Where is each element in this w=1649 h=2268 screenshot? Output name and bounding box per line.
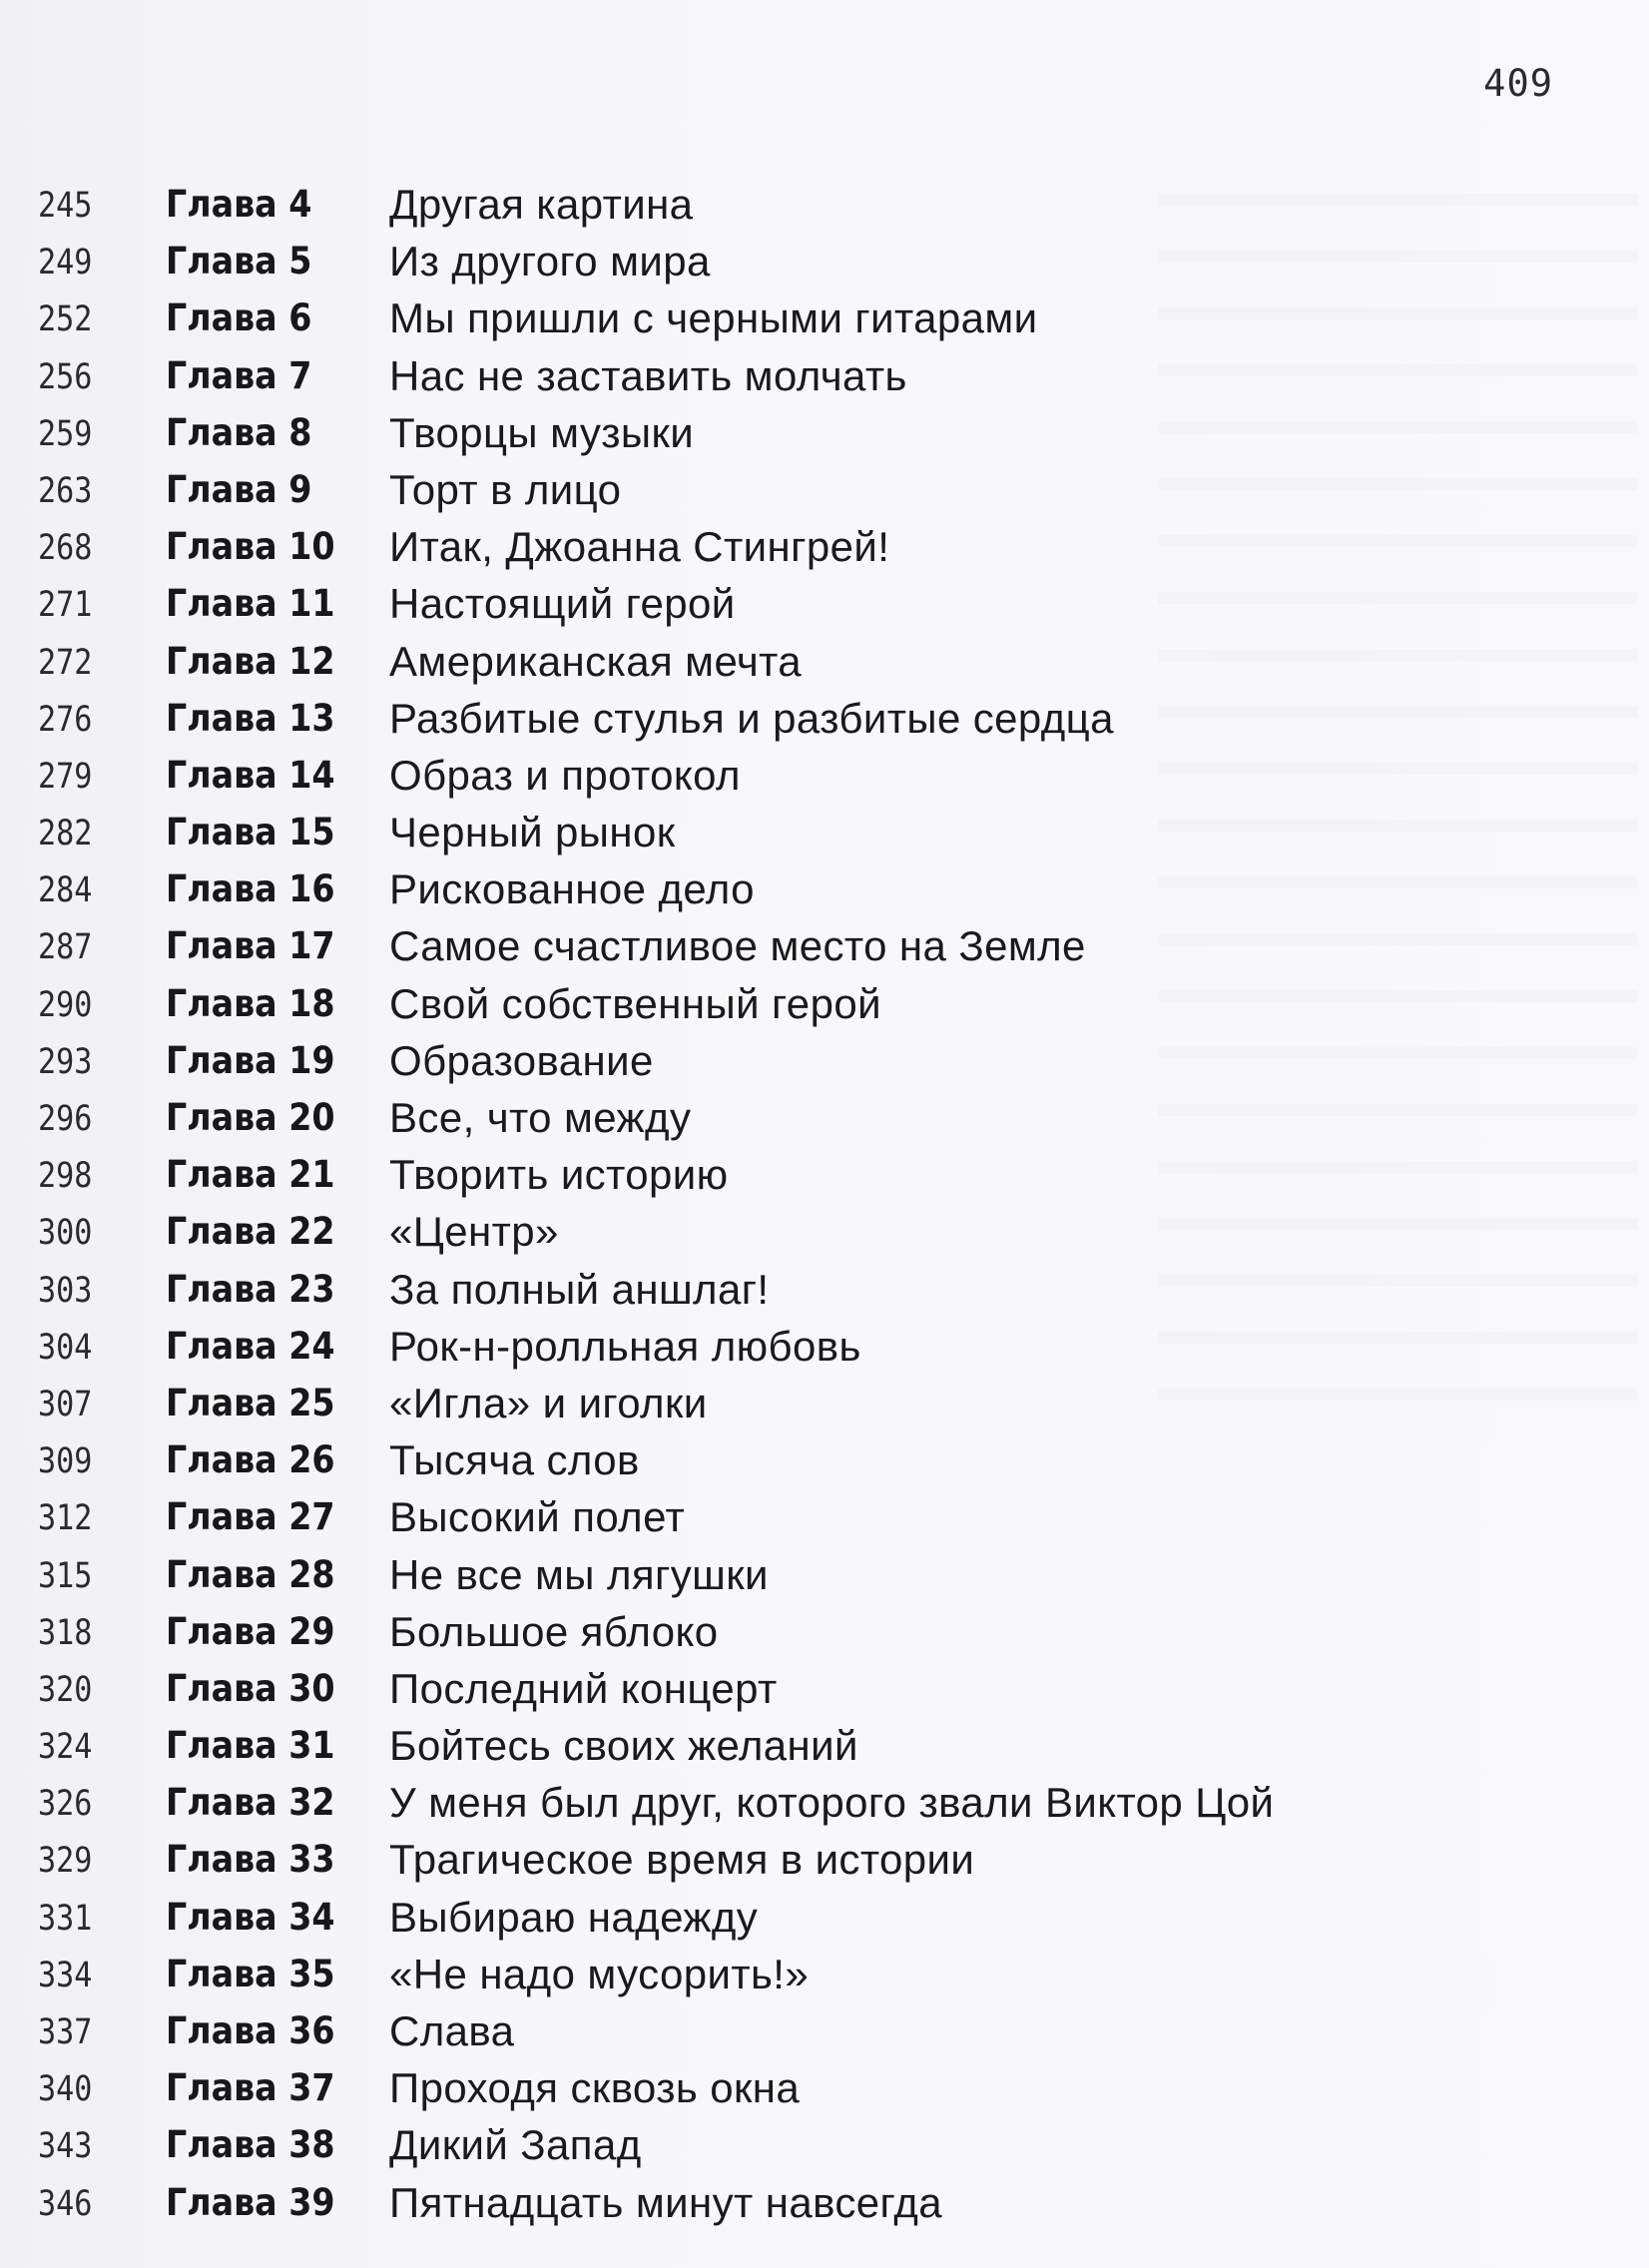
toc-entry-chapter: Глава 35 [166,1952,335,1995]
toc-entry-page-number: 324 [38,1727,93,1768]
toc-entry-page-number: 284 [38,870,93,911]
toc-entry-page-number: 326 [38,1784,93,1825]
toc-entry [38,1377,1595,1433]
toc-entry-page-number: 272 [38,642,93,683]
toc-entry [38,1205,1595,1262]
toc-entry-page-number: 337 [38,2012,93,2052]
toc-entry-page-number: 298 [38,1156,93,1197]
toc-entry [38,1034,1595,1091]
toc-entry [38,1948,1595,2004]
toc-entry-chapter: Глава 34 [166,1895,335,1939]
toc-entry-chapter: Глава 24 [166,1324,335,1368]
toc-entry [38,1662,1595,1719]
toc-entry [38,2004,1595,2061]
toc-entry [38,406,1595,463]
table-of-contents [38,178,1595,2233]
toc-entry-page-number: 343 [38,2126,93,2167]
toc-entry-page-number: 307 [38,1384,93,1424]
toc-entry-chapter: Глава 6 [166,296,312,340]
toc-entry-title: Свой собственный герой [389,979,881,1027]
toc-entry-chapter: Глава 31 [166,1724,335,1768]
toc-entry [38,349,1595,406]
toc-entry [38,235,1595,291]
toc-entry-chapter: Глава 14 [166,753,335,797]
toc-entry [38,2176,1595,2233]
toc-entry-chapter: Глава 5 [166,240,312,284]
toc-entry-title: Трагическое время в истории [389,1836,975,1884]
toc-entry-title: У меня был друг, которого звали Виктор Цой [389,1779,1275,1827]
toc-entry-page-number: 282 [38,814,93,854]
toc-entry [38,1320,1595,1377]
toc-entry-title: Не все мы лягушки [389,1550,769,1598]
toc-entry-chapter: Глава 11 [166,582,335,626]
toc-entry-chapter: Глава 25 [166,1381,335,1424]
toc-entry [38,862,1595,919]
toc-entry-chapter: Глава 38 [166,2123,335,2167]
toc-entry-page-number: 320 [38,1669,93,1710]
toc-entry-page-number: 318 [38,1612,93,1653]
toc-entry-chapter: Глава 8 [166,410,312,454]
toc-entry-title: «Игла» и иголки [389,1379,708,1426]
toc-entry-title: За полный аншлаг! [389,1265,770,1313]
toc-entry-title: Самое счастливое место на Земле [389,922,1086,970]
toc-entry-page-number: 309 [38,1441,93,1482]
toc-entry-chapter: Глава 17 [166,924,335,968]
toc-entry-page-number: 259 [38,413,93,454]
toc-entry-title: Из другого мира [389,238,711,285]
toc-entry [38,1605,1595,1662]
toc-entry-page-number: 303 [38,1270,93,1311]
toc-entry-chapter: Глава 18 [166,981,335,1025]
toc-entry-page-number: 263 [38,470,93,511]
toc-entry [38,1148,1595,1205]
toc-entry-page-number: 245 [38,186,93,226]
toc-entry-page-number: 315 [38,1555,93,1596]
toc-entry-page-number: 271 [38,585,93,626]
toc-entry-chapter: Глава 4 [166,183,312,226]
toc-entry-title: Бойтесь своих желаний [389,1722,858,1770]
toc-entry-title: Слава [389,2007,515,2054]
toc-entry-title: Пятнадцать минут навсегда [389,2178,942,2226]
toc-entry [38,520,1595,577]
toc-entry-title: «Не надо мусорить!» [389,1950,810,1997]
toc-entry-chapter: Глава 28 [166,1552,335,1596]
toc-entry-page-number: 252 [38,299,93,340]
toc-entry-page-number: 296 [38,1099,93,1139]
toc-entry-chapter: Глава 27 [166,1495,335,1539]
toc-entry-chapter: Глава 10 [166,525,335,569]
toc-entry [38,577,1595,634]
toc-entry-chapter: Глава 7 [166,353,312,397]
toc-entry-page-number: 346 [38,2183,93,2224]
toc-entry-title: Черный рынок [389,809,676,856]
toc-entry-page-number: 329 [38,1841,93,1882]
toc-entry-title: Образ и протокол [389,751,741,799]
toc-entry-page-number: 293 [38,1041,93,1082]
toc-entry-chapter: Глава 15 [166,811,335,854]
toc-entry [38,806,1595,862]
toc-entry [38,1891,1595,1948]
toc-entry [38,977,1595,1034]
toc-entry [38,2061,1595,2118]
toc-entry-chapter: Глава 36 [166,2009,335,2052]
toc-entry [38,692,1595,749]
toc-entry [38,1719,1595,1776]
toc-entry-page-number: 340 [38,2069,93,2110]
toc-entry-chapter: Глава 19 [166,1038,335,1082]
toc-entry [38,2118,1595,2175]
toc-entry-chapter: Глава 29 [166,1609,335,1653]
toc-entry-page-number: 312 [38,1498,93,1539]
toc-entry-page-number: 287 [38,927,93,968]
toc-entry [38,291,1595,348]
toc-entry-chapter: Глава 23 [166,1267,335,1311]
toc-entry-page-number: 331 [38,1898,93,1939]
toc-entry-title: Проходя сквозь окна [389,2064,801,2112]
toc-entry [38,749,1595,806]
toc-entry-page-number: 300 [38,1213,93,1254]
toc-entry-chapter: Глава 9 [166,467,312,511]
page-number: 409 [1483,62,1553,105]
toc-entry-page-number: 279 [38,756,93,797]
toc-entry-chapter: Глава 33 [166,1838,335,1882]
toc-entry-title: Мы пришли с черными гитарами [389,294,1038,342]
toc-entry-title: Выбираю надежду [389,1893,759,1941]
toc-entry-chapter: Глава 22 [166,1210,335,1254]
toc-entry [38,919,1595,976]
toc-entry [38,1833,1595,1890]
toc-entry-title: Творцы музыки [389,408,695,456]
toc-entry-chapter: Глава 32 [166,1781,335,1825]
toc-entry [38,1548,1595,1605]
toc-entry-page-number: 256 [38,356,93,397]
toc-entry-chapter: Глава 21 [166,1153,335,1197]
toc-entry [38,1776,1595,1833]
toc-entry-page-number: 249 [38,243,93,284]
toc-entry-title: Рок-н-ролльная любовь [389,1322,861,1370]
toc-entry [38,1263,1595,1320]
toc-entry-chapter: Глава 39 [166,2180,335,2224]
toc-entry-title: Настоящий герой [389,580,736,628]
toc-entry-title: Рискованное дело [389,865,755,913]
toc-entry-page-number: 268 [38,528,93,569]
toc-entry [38,178,1595,235]
toc-entry [38,463,1595,520]
toc-entry [38,1433,1595,1490]
toc-entry-title: Торт в лицо [389,465,622,513]
toc-entry-title: «Центр» [389,1208,559,1256]
toc-entry [38,1490,1595,1547]
toc-entry-title: Образование [389,1036,654,1084]
toc-entry-title: Нас не заставить молчать [389,351,907,399]
toc-entry-chapter: Глава 13 [166,696,335,740]
toc-entry-title: Тысяча слов [389,1436,640,1484]
toc-entry-chapter: Глава 37 [166,2066,335,2110]
toc-entry-title: Высокий полет [389,1493,686,1541]
toc-entry-chapter: Глава 30 [166,1666,335,1710]
toc-entry-page-number: 334 [38,1955,93,1995]
toc-entry-title: Итак, Джоанна Стингрей! [389,523,890,571]
toc-entry-title: Американская мечта [389,637,803,685]
toc-entry-page-number: 290 [38,984,93,1025]
toc-entry-title: Большое яблоко [389,1607,719,1655]
toc-entry [38,635,1595,692]
toc-entry-chapter: Глава 20 [166,1096,335,1139]
toc-entry-title: Другая картина [389,181,694,228]
toc-entry-title: Творить историю [389,1151,729,1199]
toc-entry-title: Дикий Запад [389,2121,642,2169]
toc-entry [38,1091,1595,1148]
toc-entry-chapter: Глава 26 [166,1438,335,1482]
toc-entry-page-number: 276 [38,699,93,740]
toc-entry-title: Разбитые стулья и разбитые сердца [389,694,1114,742]
toc-entry-chapter: Глава 12 [166,639,335,683]
toc-entry-page-number: 304 [38,1327,93,1368]
toc-entry-title: Все, что между [389,1094,692,1141]
toc-entry-chapter: Глава 16 [166,867,335,911]
toc-entry-title: Последний концерт [389,1664,778,1712]
